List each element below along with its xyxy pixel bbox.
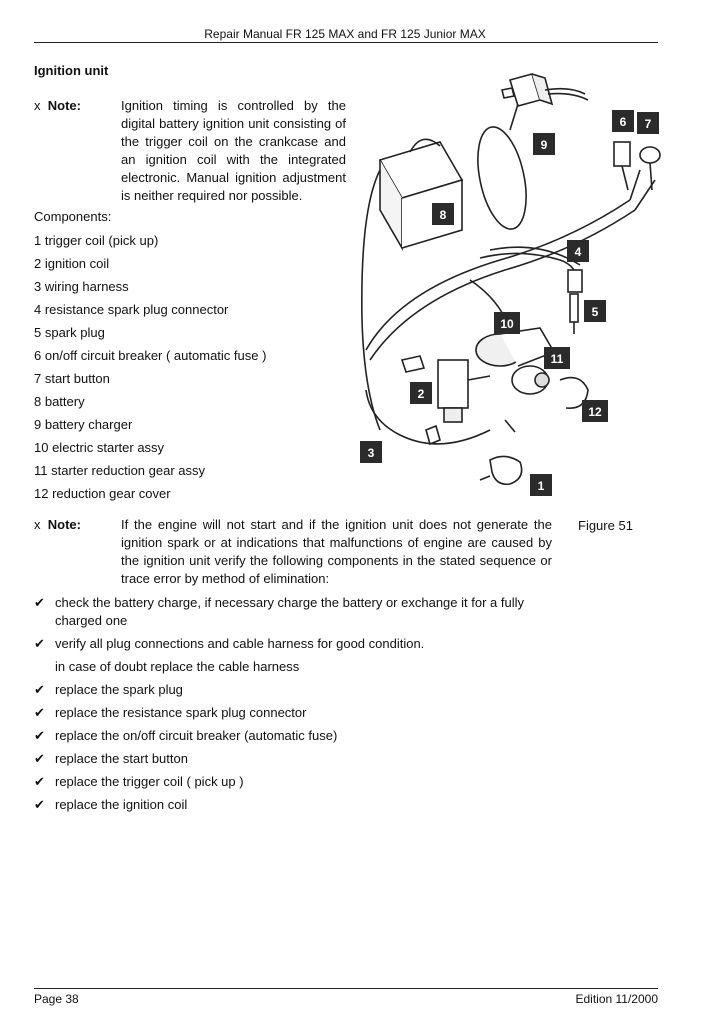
- component-item: 2 ignition coil: [34, 256, 110, 271]
- callout-11-label: 11: [550, 352, 564, 366]
- callout-badge-3: [360, 441, 382, 463]
- checklist-item: [34, 594, 558, 630]
- callout-6-label: 6: [619, 115, 627, 129]
- checklist-item: [34, 750, 558, 768]
- callout-3-label: 3: [367, 446, 375, 460]
- check-icon: ✔: [34, 705, 45, 720]
- note-2-mark: x: [34, 517, 41, 532]
- component-item: 9 battery charger: [34, 417, 133, 432]
- checklist-item-text: replace the trigger coil ( pick up ): [55, 774, 244, 789]
- troubleshooting-checklist: [34, 594, 558, 819]
- callout-2-label: 2: [417, 387, 425, 401]
- ignition-coil-illustration: [402, 356, 522, 484]
- callout-badge-7: [637, 112, 659, 134]
- checklist-item-text: replace the resistance spark plug connector: [55, 705, 307, 720]
- callout-9-label: 9: [540, 138, 548, 152]
- component-item: 10 electric starter assy: [34, 440, 165, 455]
- note-1-heading: [34, 98, 81, 113]
- callout-badge-8: [432, 203, 454, 225]
- components-list: [34, 232, 266, 508]
- callout-badge-1: [530, 474, 552, 496]
- component-item: 12 reduction gear cover: [34, 486, 171, 501]
- check-icon: ✔: [34, 797, 45, 812]
- check-icon: ✔: [34, 774, 45, 789]
- callout-badge-6: [612, 110, 634, 132]
- component-item: 7 start button: [34, 371, 110, 386]
- callout-10-label: 10: [500, 317, 514, 331]
- callout-12-label: 12: [588, 405, 602, 419]
- callout-badge-5: [584, 300, 606, 322]
- components-heading: Components:: [34, 209, 112, 224]
- callout-badge-11: [544, 347, 570, 369]
- checklist-item: [34, 681, 558, 699]
- component-item: 11 starter reduction gear assy: [34, 463, 206, 478]
- checklist-item: [34, 773, 558, 791]
- page-number: Page 38: [34, 992, 79, 1006]
- callout-badge-2: [410, 382, 432, 404]
- note-2-text: If the engine will not start and if the ignition unit does not generate the ignition spark or at indications that malfunctions of engine are caused by the ignition unit verify the following components in the stated sequence or trace error by method of elimination:: [121, 517, 552, 586]
- note-1-text: Ignition timing is controlled by the digital battery ignition unit consisting of the trigger coil on the crankcase and an ignition coil with the integrated electronic. Manual ignition adjustment is neither required nor possible.: [121, 98, 346, 203]
- header-rule: [34, 42, 658, 43]
- checklist-item: [34, 658, 558, 676]
- starter-assembly-illustration: [476, 328, 588, 408]
- callout-badge-10: [494, 312, 520, 334]
- check-icon: ✔: [34, 682, 45, 697]
- figure-label: Figure 51: [578, 518, 633, 533]
- footer-rule: [34, 988, 658, 989]
- callout-badge-9: [533, 133, 555, 155]
- note-1-mark: x: [34, 98, 41, 113]
- callout-4-label: 4: [574, 245, 582, 259]
- callout-badge-4: [567, 240, 589, 262]
- checklist-item-text: replace the on/off circuit breaker (automatic fuse): [55, 728, 338, 743]
- checklist-item: [34, 635, 558, 653]
- component-item: 1 trigger coil (pick up): [34, 233, 159, 248]
- component-item: 5 spark plug: [34, 325, 105, 340]
- check-icon: ✔: [34, 636, 45, 651]
- callout-8-label: 8: [439, 208, 447, 222]
- section-title: Ignition unit: [34, 63, 109, 78]
- note-1-label: Note:: [47, 98, 81, 113]
- checklist-item-text: check the battery charge, if necessary charge the battery or exchange it for a fully charged one: [55, 595, 524, 628]
- ignition-system-diagram: [340, 60, 670, 510]
- callout-7-label: 7: [644, 117, 652, 131]
- checklist-item-text: replace the ignition coil: [55, 797, 188, 812]
- checklist-item: [34, 704, 558, 722]
- callout-1-label: 1: [537, 479, 545, 493]
- callout-badge-12: [582, 400, 608, 422]
- component-item: 3 wiring harness: [34, 279, 129, 294]
- checklist-item-text: in case of doubt replace the cable harness: [55, 659, 300, 674]
- edition-label: Edition 11/2000: [575, 992, 658, 1006]
- note-2-label: Note:: [47, 517, 81, 532]
- component-item: 6 on/off circuit breaker ( automatic fuse ): [34, 348, 267, 363]
- note-2-heading: [34, 517, 81, 532]
- checklist-item-text: verify all plug connections and cable harness for good condition.: [55, 636, 425, 651]
- page-header-title: Repair Manual FR 125 MAX and FR 125 Junior MAX: [204, 27, 486, 41]
- checklist-item-text: replace the spark plug: [55, 682, 183, 697]
- component-item: 4 resistance spark plug connector: [34, 302, 229, 317]
- checklist-item: [34, 727, 558, 745]
- callout-5-label: 5: [591, 305, 599, 319]
- check-icon: ✔: [34, 595, 45, 610]
- checklist-item: [34, 796, 558, 814]
- checklist-item-text: replace the start button: [55, 751, 188, 766]
- check-icon: ✔: [34, 728, 45, 743]
- battery-charger-illustration: [470, 74, 588, 233]
- check-icon: ✔: [34, 751, 45, 766]
- component-item: 8 battery: [34, 394, 85, 409]
